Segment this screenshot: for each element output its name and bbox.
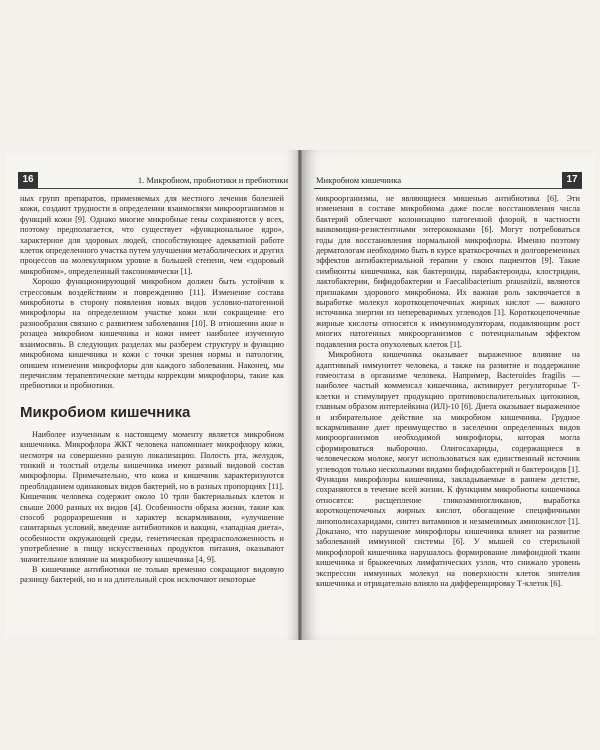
right-page [302,150,594,640]
left-page-header [18,172,288,189]
paragraph: Наиболее изученным к настоящему моменту является микробиом кишечника. Микрофлора ЖКТ человека напоминает микрофлору кожи, несмотря на совершенно разную локализацию. Полость рта, желудок, тонкий и толстый отделы кишечника имеют разный видовой состав микрофлоры. Примечательно, что кожа и кишечник характеризуются преобладанием одинаковых видов бактерий, но в разных пропорциях [11]. Кишечник человека содержит около 10 трлн бактериальных клеток и свыше 2000 разных их видов [4]. Особенности образа жизни, такие как способ родоразрешения и характер вскармливания, «улучшение санитарных условий, введение антибиотиков и вакцин, «западная диета», особенности окружающей среды, генетическая предрасположенность и употребление в пищу искусственных продуктов питания, оказывают значительное влияние на микробиоту кишечника [4, 9]. [20,429,284,564]
paragraph: В кишечнике антибиотики не только временно сокращают видовую разницу бактерий, но и на длительный срок исключают некоторые [20,565,284,585]
left-page [6,150,298,640]
page-number-right: 17 [562,172,582,188]
running-head-right: Микробиом кишечника [316,175,402,185]
paragraph: микроорганизмы, не являющиеся мишенью антибиотика [6]. Эти изменения в составе микробиома даже после восстановления числа бактерий облегчают колонизацию патогенной флорой, в частности ванкомицин-резистентными энтерококками [6]. Могут потребоваться годы для восстановления нормальной микрофлоры. Именно поэтому дерматологам необходимо быть в курсе краткосрочных и долговременных эффектов антибактериальной терапии у своих пациентов [9]. Такие симбионты кишечника, как бактероиды, парабактероиды, клостридии, лактобактерии, бифидобактерии и Faecalibacterium prausnitzii, являются признаками здорового микробиома. Их важная роль заключается в выработке молекул короткоцепочечных жирных кислот — важного источника энергии из непереваримых углеводов [1]. Короткоцепочечные жирные кислоты относятся к иммуномодуляторам, подавляющим рост многих патогенных микроорганизмов с потенциальным эффектом подавления роста опухолевых клеток [1]. [316,194,580,349]
paragraph: Хорошо функционирующий микробиом должен быть устойчив к стрессовым воздействиям и повреждению [11]. Изменение состава микробиоты в сторону появления новых видов условно-патогенной микрофлоры на определенном участке кожи или сокращение его разнообразия связано с развитием заболевания [10]. В отношении акне и розацеа микробиом кишечника и кожи имеет наиболее изученную взаимосвязь. В следующих разделах мы разберем структуру и функцию микробиома кишечника и кожи с точки зрения нормы и патологии, опишем изменения микрофлоры для каждого заболевания. Наконец, мы перечислим терапевтические методы коррекции микрофлоры, такие как пребиотики и пробиотики. [20,277,284,391]
open-book-spread [6,150,594,640]
running-head-left: 1. Микробиом, пробиотики и пребиотики [137,175,288,185]
left-page-body [20,194,284,634]
right-page-body [316,194,580,634]
section-heading: Микробиом кишечника [20,403,191,421]
right-page-header [314,172,582,189]
paragraph: Микробиота кишечника оказывает выраженное влияние на адаптивный иммунитет человека, а также на развитие и поддержание гомеостаза в организме человека. Например, Bacteroides fragilis — наиболее частый комменсал кишечника, активирует регуляторные Т-клетки и стимулирует продукцию противовоспалительных цитокинов, главным образом интерлейкина (ИЛ)-10 [6]. Диета оказывает выраженное и избирательное действие на микробиом кишечника. Грудное вскармливание дает преимущество в заселении определенных видов микроорганизмов необходимой микрофлоры, которая могла сформироваться выборочно. Олигосахариды, содержащиеся в человеческом молоке, могут использоваться как единственный источник углеводов только несколькими видами бифидобактерий и бактероидов [1]. Функции микрофлоры кишечника, закладываемые в раннем детстве, сохраняются в течение всей жизни. К функциям микробиоты кишечника относятся: расщепление гликозаминогликанов, выработка короткоцепочечных жирных кислот, обогащение специфичными липополисахаридами, синтез витаминов и незаменимых аминокислот [1]. Доказано, что нарушение микрофлоры кишечника влияет на развитие заболеваний иммунной системы [6]. У мышей со стерильной микрофлорой кишечника нарушалось формирование лимфоидной ткани кишечника и брыжеечных лимфатических узлов, что снижало уровень экспрессии иммунных молекул на поверхности клеток эпителия кишечника и отрицательно влияло на дифференцировку Т-клеток [6]. [316,350,580,589]
page-number-left: 16 [18,172,38,188]
paragraph: ных групп препаратов, применяемых для местного лечения болезней кожи, создают трудности в определении взаимосвязи микроорганизмов и функций кожи [9]. Однако многие микробные гены сохраняются у всех, поэтому предполагается, что существует «функциональное ядро», характерное для здоровых людей, способствующее адекватной работе клеток определенного участка путем улучшения метаболических и других процессов на молекулярном уровне в большей степени, чем «здоровый микробиом», определенный таксономически [1]. [20,194,284,276]
